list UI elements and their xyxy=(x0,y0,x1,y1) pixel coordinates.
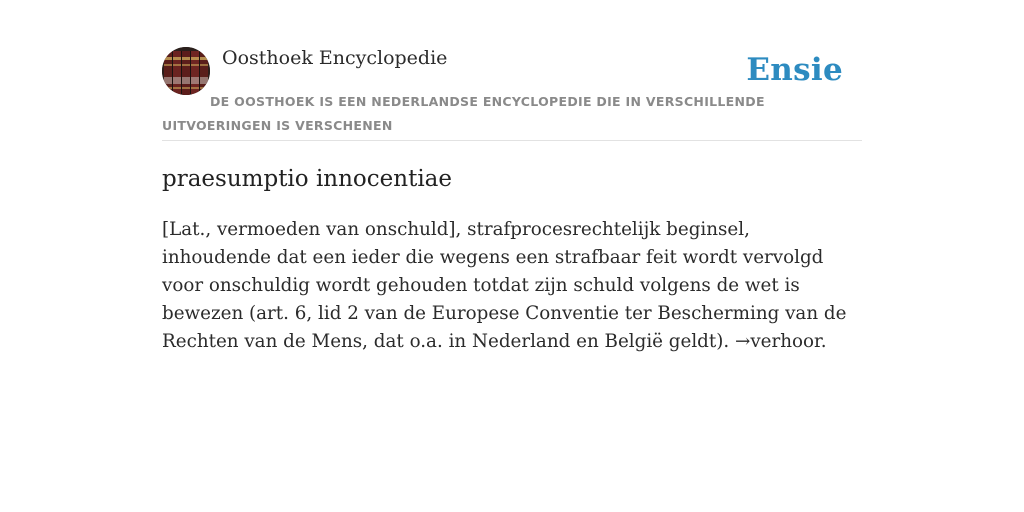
source-avatar-book-spines-icon[interactable] xyxy=(162,47,210,95)
xref-label: verhoor. xyxy=(750,331,827,352)
source-description: DE OOSTHOEK IS EEN NEDERLANDSE ENCYCLOPEDIE DIE IN VERSCHILLENDE UITVOERINGEN IS VERSCHENEN xyxy=(162,94,765,133)
entry-title: praesumptio innocentiae xyxy=(162,166,453,192)
entry-body xyxy=(162,216,852,356)
xref-arrow-icon: → xyxy=(734,331,751,352)
source-name[interactable]: Oosthoek Encyclopedie xyxy=(222,47,448,69)
source-header xyxy=(162,46,862,141)
entry-body-text: [Lat., vermoeden van onschuld], strafprocesrechtelijk beginsel, inhoudende dat een ieder die wegens een strafbaar feit wordt vervolgd voor onschuldig wordt gehouden totdat zijn schuld volgens de wet is bewezen (art. 6, lid 2 van de Europese Conventie ter Bescherming van de Rechten van de Mens, dat o.a. in Nederland en België geldt). xyxy=(162,219,847,352)
xref-link-verhoor[interactable] xyxy=(735,331,827,352)
ensie-logo-link[interactable]: Ensie xyxy=(746,52,843,88)
book-spines-icon xyxy=(162,47,210,95)
